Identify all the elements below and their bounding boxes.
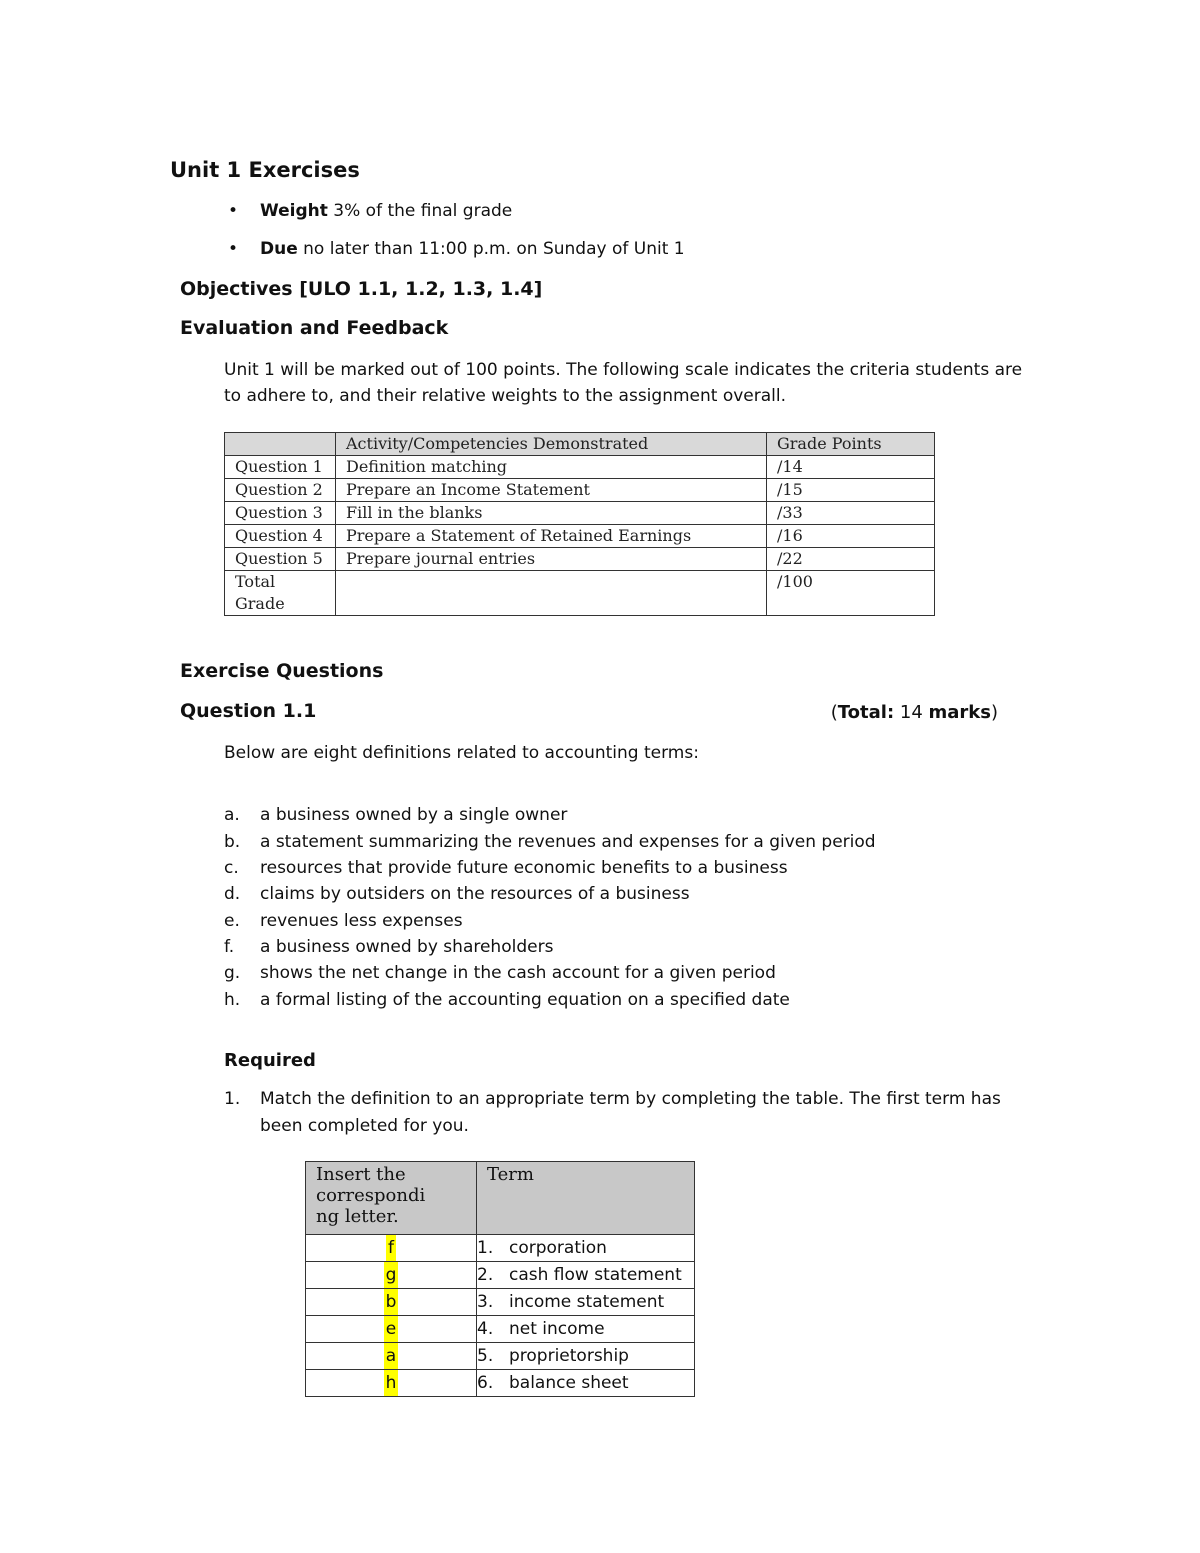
letter-cell[interactable]: [306, 1235, 477, 1262]
table-row: [225, 502, 935, 525]
list-text: a formal listing of the accounting equation on a specified date: [260, 990, 790, 1010]
list-letter: e.: [224, 911, 240, 931]
total-label-line-2: Grade: [235, 594, 285, 613]
grade-cell-activity: Definition matching: [336, 456, 767, 479]
letter-answer: f: [386, 1235, 396, 1261]
list-text: shows the net change in the cash account for a given period: [260, 963, 776, 983]
required-heading: Required: [224, 1050, 316, 1071]
term-text: net income: [509, 1319, 605, 1339]
match-header-letter-line: ng letter.: [316, 1206, 399, 1227]
question-total-marks: marks: [928, 702, 991, 723]
term-number: 2.: [477, 1265, 494, 1285]
grade-cell-total-blank: [336, 571, 767, 616]
grade-cell-activity: Prepare an Income Statement: [336, 479, 767, 502]
intro-text: Below are eight definitions related to accounting terms:: [224, 743, 699, 763]
required-item: [224, 1089, 1001, 1109]
table-row: [306, 1289, 695, 1316]
term-cell: [477, 1343, 695, 1370]
letter-cell[interactable]: [306, 1370, 477, 1397]
term-text: income statement: [509, 1292, 665, 1312]
bullet-due: [228, 239, 685, 259]
term-number: 1.: [477, 1238, 494, 1258]
question-heading: Question 1.1: [180, 700, 317, 722]
objectives-heading: Objectives [ULO 1.1, 1.2, 1.3, 1.4]: [180, 278, 543, 300]
match-table: [305, 1161, 695, 1397]
grade-cell-question: Question 3: [225, 502, 336, 525]
grade-cell-points: /33: [767, 502, 935, 525]
bullet-weight: [228, 201, 513, 221]
term-cell: [477, 1262, 695, 1289]
term-number: 6.: [477, 1373, 494, 1393]
list-item: [224, 832, 876, 852]
list-item: [224, 884, 690, 904]
term-cell: [477, 1289, 695, 1316]
required-text-line-2: been completed for you.: [260, 1116, 469, 1136]
list-letter: g.: [224, 963, 241, 983]
list-item: [224, 937, 553, 957]
match-header-letter: [306, 1162, 477, 1235]
term-text: balance sheet: [509, 1373, 629, 1393]
page-title: Unit 1 Exercises: [170, 158, 360, 182]
bullet-dot: •: [228, 239, 239, 259]
term-text: corporation: [509, 1238, 607, 1258]
grade-cell-question: Question 2: [225, 479, 336, 502]
table-row: [306, 1235, 695, 1262]
table-row: [225, 548, 935, 571]
term-number: 4.: [477, 1319, 494, 1339]
term-text: proprietorship: [509, 1346, 629, 1366]
grade-cell-activity: Fill in the blanks: [336, 502, 767, 525]
letter-cell[interactable]: [306, 1262, 477, 1289]
bullet-dot: •: [228, 201, 239, 221]
grade-cell-question: Question 4: [225, 525, 336, 548]
list-letter: a.: [224, 805, 240, 825]
question-total: [831, 702, 998, 723]
list-letter: b.: [224, 832, 241, 852]
grade-table-header: [225, 433, 935, 456]
term-cell: [477, 1316, 695, 1343]
term-text: cash flow statement: [509, 1265, 682, 1285]
list-text: resources that provide future economic benefits to a business: [260, 858, 788, 878]
list-item: [224, 990, 790, 1010]
list-text: a business owned by shareholders: [260, 937, 554, 957]
table-row: [306, 1316, 695, 1343]
match-header-term: Term: [477, 1162, 695, 1235]
term-number: 3.: [477, 1292, 494, 1312]
grade-header-points: Grade Points: [767, 433, 935, 456]
grade-header-blank: [225, 433, 336, 456]
list-item: [224, 963, 776, 983]
letter-cell[interactable]: [306, 1289, 477, 1316]
evaluation-heading: Evaluation and Feedback: [180, 317, 449, 339]
grade-cell-points: /15: [767, 479, 935, 502]
question-total-value: 14: [894, 702, 929, 723]
grade-header-activity: Activity/Competencies Demonstrated: [336, 433, 767, 456]
bullet-text: 3% of the final grade: [327, 201, 513, 221]
evaluation-text-line-2: to adhere to, and their relative weights to the assignment overall.: [224, 386, 787, 406]
grade-cell-points: /16: [767, 525, 935, 548]
grade-cell-points: /14: [767, 456, 935, 479]
list-item: [224, 911, 463, 931]
term-cell: [477, 1235, 695, 1262]
letter-answer: b: [384, 1289, 399, 1315]
required-number: 1.: [224, 1089, 241, 1109]
match-header-letter-line: correspondi: [316, 1185, 426, 1206]
exercise-heading: Exercise Questions: [180, 660, 384, 682]
grade-cell-question: Question 1: [225, 456, 336, 479]
required-text-line-1: Match the definition to an appropriate term by completing the table. The first term has: [260, 1089, 1001, 1109]
grade-cell-activity: Prepare journal entries: [336, 548, 767, 571]
table-row: [306, 1262, 695, 1289]
letter-answer: g: [384, 1262, 399, 1288]
letter-cell[interactable]: [306, 1316, 477, 1343]
table-row: [306, 1370, 695, 1397]
list-item: [224, 858, 788, 878]
term-number: 5.: [477, 1346, 494, 1366]
grade-table: [224, 432, 935, 616]
table-row: [225, 479, 935, 502]
table-row: [225, 525, 935, 548]
grade-cell-points: /22: [767, 548, 935, 571]
grade-cell-question: Question 5: [225, 548, 336, 571]
term-cell: [477, 1370, 695, 1397]
bullet-text: no later than 11:00 p.m. on Sunday of Unit 1: [297, 239, 685, 259]
match-table-header: [306, 1162, 695, 1235]
grade-cell-total-label: [225, 571, 336, 616]
list-letter: d.: [224, 884, 241, 904]
letter-answer: a: [384, 1343, 398, 1369]
list-letter: f.: [224, 937, 235, 957]
list-letter: h.: [224, 990, 241, 1010]
letter-cell[interactable]: [306, 1343, 477, 1370]
question-total-open: (: [830, 702, 838, 723]
list-item: [224, 805, 567, 825]
grade-cell-activity: Prepare a Statement of Retained Earnings: [336, 525, 767, 548]
list-text: a business owned by a single owner: [260, 805, 568, 825]
letter-answer: e: [384, 1316, 398, 1342]
match-header-letter-line: Insert the: [316, 1164, 406, 1185]
table-row-total: [225, 571, 935, 616]
letter-answer: h: [384, 1370, 399, 1396]
list-text: claims by outsiders on the resources of a business: [260, 884, 690, 904]
evaluation-text-line-1: Unit 1 will be marked out of 100 points. The following scale indicates the criteria students are: [224, 360, 1023, 380]
total-label-line-1: Total: [235, 572, 276, 591]
table-row: [306, 1343, 695, 1370]
question-total-label: Total:: [837, 702, 895, 723]
bullet-label: Weight: [260, 201, 328, 221]
list-text: revenues less expenses: [260, 911, 463, 931]
grade-cell-total-value: /100: [767, 571, 935, 616]
list-text: a statement summarizing the revenues and expenses for a given period: [260, 832, 876, 852]
list-letter: c.: [224, 858, 239, 878]
bullet-label: Due: [260, 239, 298, 259]
question-total-close: ): [990, 702, 998, 723]
table-row: [225, 456, 935, 479]
